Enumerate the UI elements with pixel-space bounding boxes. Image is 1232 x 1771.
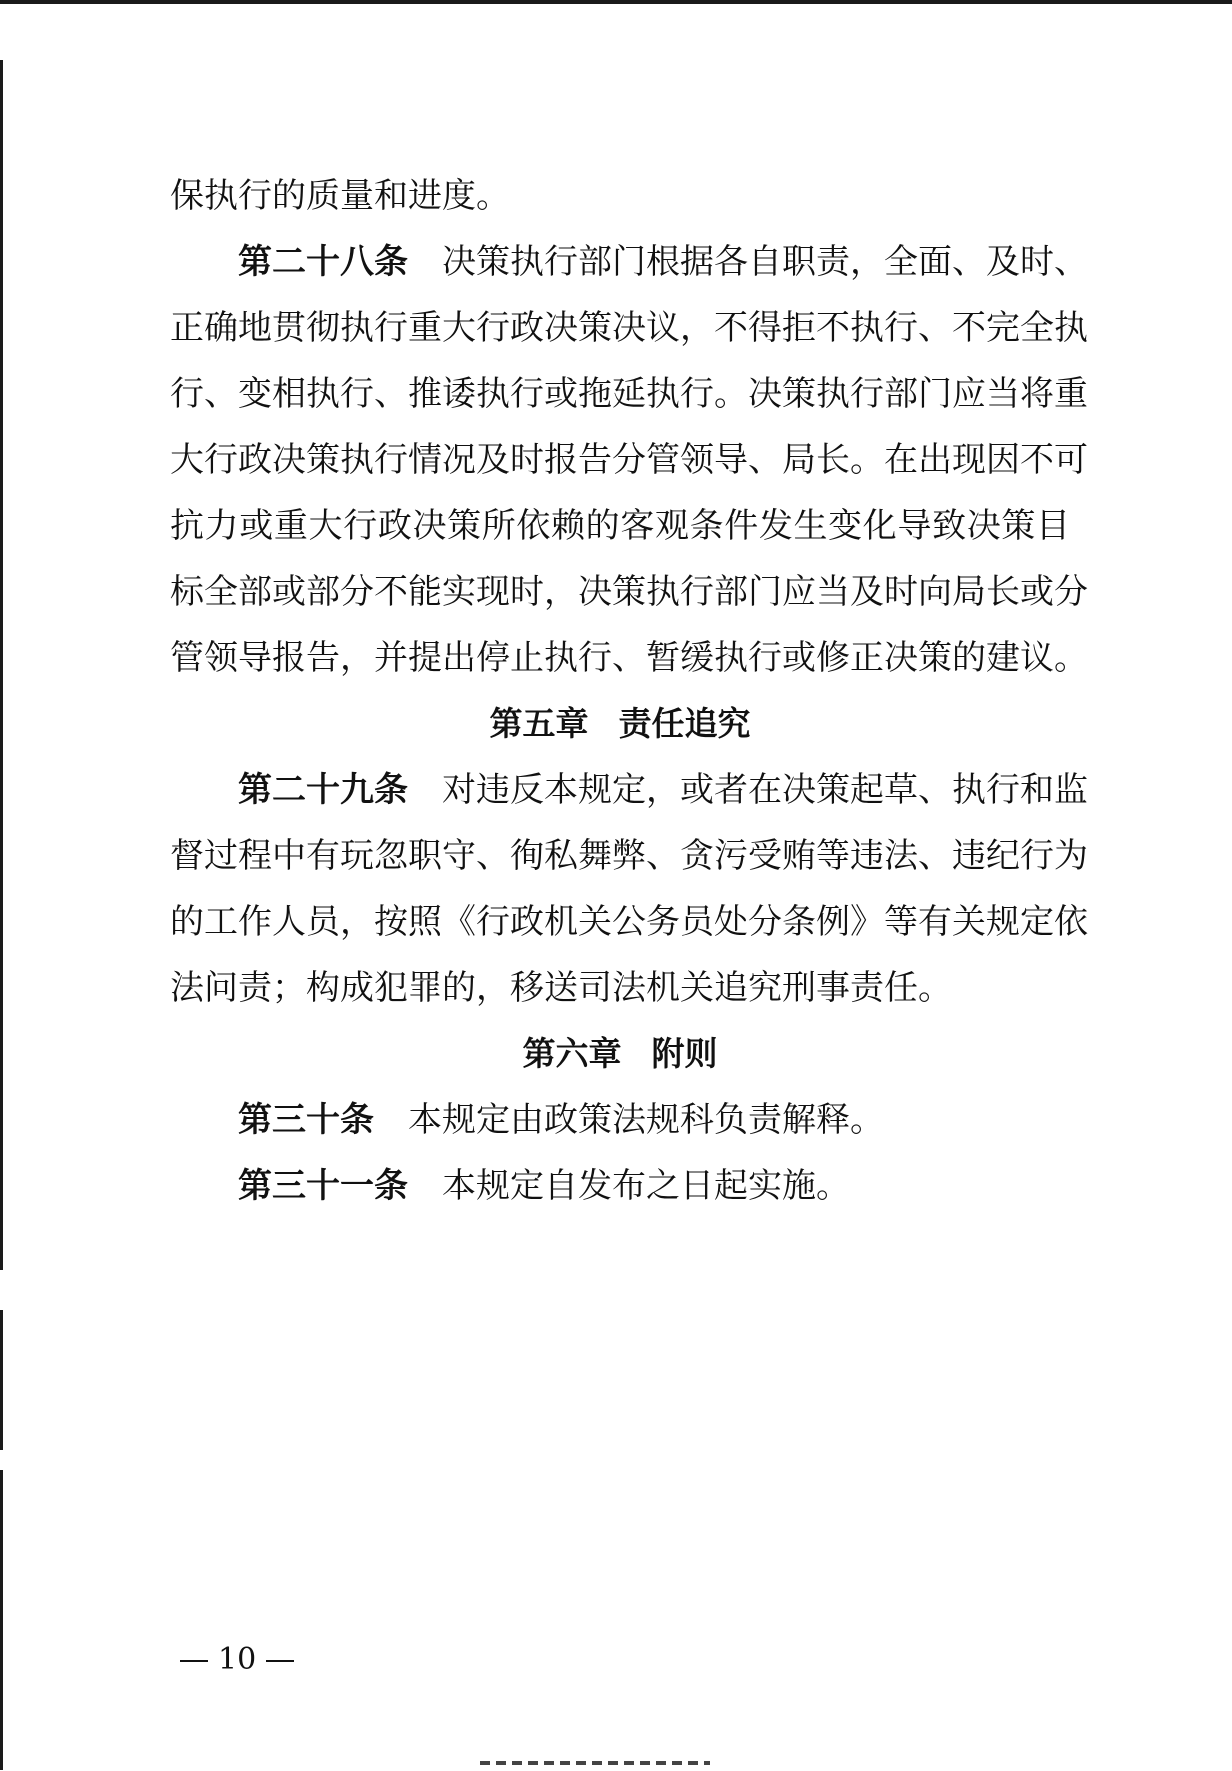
paragraph-line: 正确地贯彻执行重大行政决策决议，不得拒不执行、不完全执 <box>170 308 1088 348</box>
paragraph-line: 保执行的质量和进度。 <box>170 176 510 216</box>
scan-top-edge <box>0 0 1232 4</box>
body-text <box>170 163 1088 1219</box>
chapter-6-title: 附则 <box>651 1034 718 1073</box>
dash-left <box>180 1660 208 1662</box>
chapter-6-number: 第六章 <box>522 1034 622 1073</box>
chapter-5-heading <box>170 691 1070 757</box>
article-29-first-line <box>170 757 1088 823</box>
scan-bottom-marks <box>480 1761 710 1765</box>
scan-left-edge <box>0 1310 3 1450</box>
paragraph-line: 管领导报告，并提出停止执行、暂缓执行或修正决策的建议。 <box>170 638 1088 678</box>
page-number <box>170 1638 304 1682</box>
paragraph-line: 行、变相执行、推诿执行或拖延执行。决策执行部门应当将重 <box>170 374 1088 414</box>
article-28-first-line <box>170 229 1088 295</box>
article-29-text: 对违反本规定，或者在决策起草、执行和监 <box>442 770 1088 810</box>
scan-left-edge <box>0 1470 3 1770</box>
paragraph-line: 大行政决策执行情况及时报告分管领导、局长。在出现因不可 <box>170 440 1088 480</box>
chapter-6-heading <box>170 1021 1070 1087</box>
article-30-label: 第三十条 <box>238 1100 374 1140</box>
paragraph-line: 的工作人员，按照《行政机关公务员处分条例》等有关规定依 <box>170 902 1088 942</box>
paragraph-line: 标全部或部分不能实现时，决策执行部门应当及时向局长或分 <box>170 572 1088 612</box>
paragraph-line: 督过程中有玩忽职守、徇私舞弊、贪污受贿等违法、违纪行为 <box>170 836 1088 876</box>
dash-right <box>266 1660 294 1662</box>
article-30-text: 本规定由政策法规科负责解释。 <box>408 1100 884 1140</box>
article-28-label: 第二十八条 <box>238 242 408 282</box>
article-30 <box>170 1087 1070 1153</box>
article-31-text: 本规定自发布之日起实施。 <box>442 1166 850 1206</box>
scan-left-edge <box>0 60 3 1270</box>
article-31 <box>170 1153 1070 1219</box>
article-31-label: 第三十一条 <box>238 1166 408 1206</box>
chapter-5-title: 责任追究 <box>618 704 751 743</box>
article-29-label: 第二十九条 <box>238 770 408 810</box>
paragraph-line: 法问责；构成犯罪的，移送司法机关追究刑事责任。 <box>170 968 952 1008</box>
paragraph-line: 抗力或重大行政决策所依赖的客观条件发生变化导致决策目 <box>170 506 1070 546</box>
article-28-text: 决策执行部门根据各自职责，全面、及时、 <box>442 242 1088 282</box>
chapter-5-number: 第五章 <box>489 704 589 743</box>
page-number-value: 10 <box>218 1642 257 1677</box>
